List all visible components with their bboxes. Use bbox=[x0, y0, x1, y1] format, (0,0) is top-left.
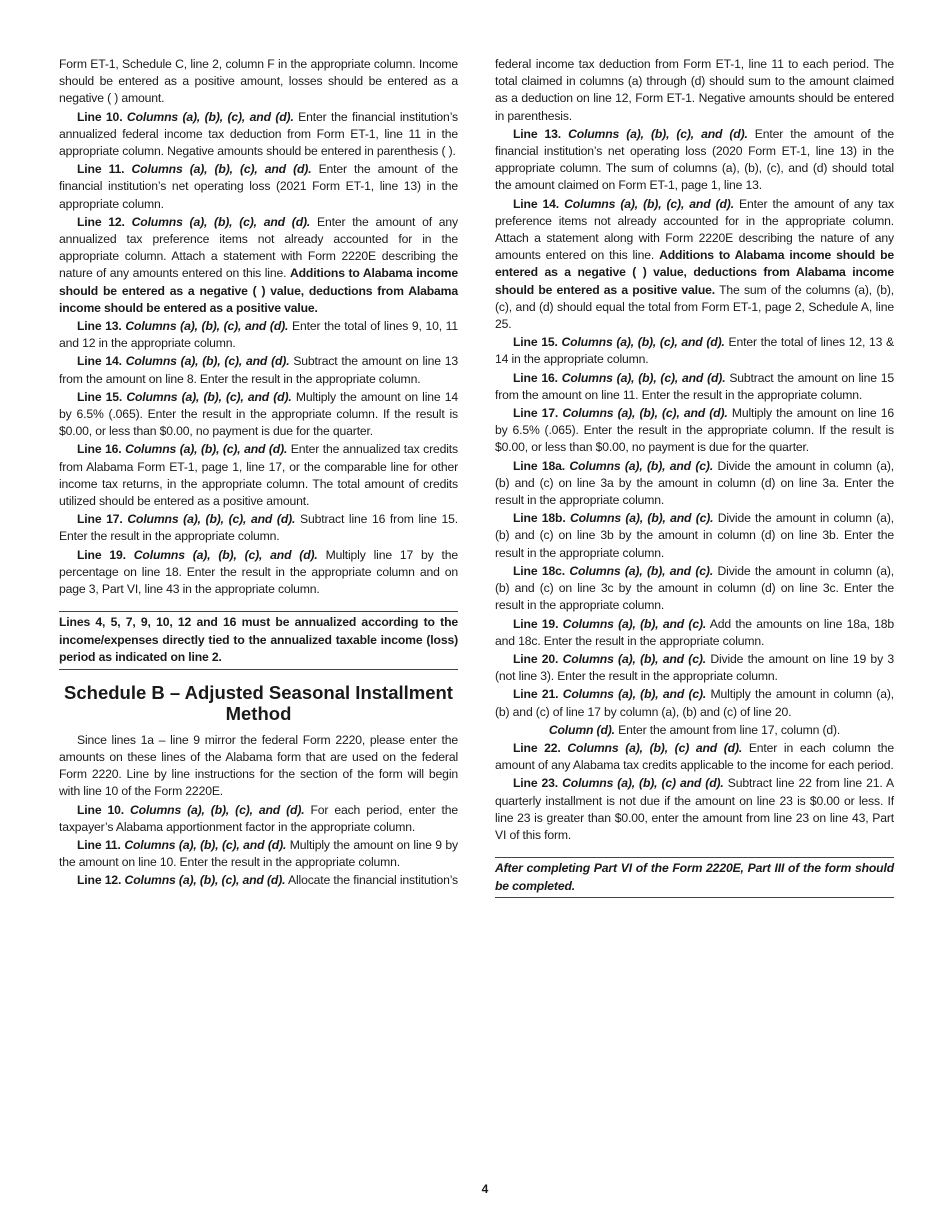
line-text: Enter the amount of the financial institution’s net operating loss (2020 Form ET-1, line 13) in the appropriate column. The sum of columns (a), (b), (c), and (d) should total the amount claimed on Form ET-1, page 1, line 13. bbox=[495, 126, 894, 193]
line-heading: Columns (a), (b), (c), and (d). bbox=[568, 126, 748, 141]
line-text: Divide the amount on line 19 by 3 (not line 3). Enter the result in the appropriate column. bbox=[495, 651, 894, 684]
line-text: Subtract the amount on line 13 from the amount on line 8. Enter the result in the appropriate column. bbox=[59, 354, 458, 386]
line-text: Add the amounts on line 18a, 18b and 18c. Enter the result in the appropriate column. bbox=[495, 616, 894, 648]
line-21-instruction bbox=[495, 686, 894, 720]
line-label: Line 12. bbox=[77, 873, 122, 888]
line-14-instruction bbox=[495, 196, 894, 334]
line-label: Line 17. bbox=[513, 406, 559, 421]
line-heading: Columns (a), (b), (c), and (d). bbox=[131, 162, 312, 177]
line-heading: Columns (a), (b), (c), and (d). bbox=[562, 406, 728, 421]
line-text: Enter the amount from line 17, column (d). bbox=[618, 722, 841, 737]
line-label: Line 15. bbox=[513, 335, 558, 350]
line-heading: Columns (a), (b), (c), and (d). bbox=[127, 512, 296, 527]
line-15-instruction bbox=[59, 389, 458, 441]
line-label: Line 12. bbox=[77, 214, 125, 229]
line-text: Enter the amount of any tax preference items not already accounted for in the appropriate column. Attach a statement along with Form 2220E describing the nature of any amounts entered on this line. bbox=[495, 196, 894, 263]
line-18b-instruction bbox=[495, 510, 894, 562]
line-label: Line 14. bbox=[77, 354, 122, 369]
line-label: Line 20. bbox=[513, 651, 559, 666]
line-text: Enter the total of lines 9, 10, 11 and 12 in the appropriate column. bbox=[59, 319, 458, 351]
line-text: Multiply the amount on line 16 by 6.5% (.065). Enter the result in the appropriate column. If the result is $0.00, or less than $0.00, no payment is due for the quarter. bbox=[495, 406, 894, 455]
line-label: Line 10. bbox=[77, 109, 123, 124]
line-21-column-d-instruction bbox=[495, 722, 894, 739]
line-heading: Columns (a), (b), (c) and (d). bbox=[562, 776, 724, 791]
line-text: Subtract line 22 from line 21. A quarterly installment is not due if the amount on line 23 is $0.00 or less. If line 23 is greater than $0.00, enter the amount from line 23 on line 43, Part VI of this form. bbox=[495, 776, 894, 842]
line-text-continued: The sum of the columns (a), (b), (c), and (d) should equal the total from Form ET-1, page 2, Schedule A, line 25. bbox=[495, 282, 895, 332]
line-18a-instruction bbox=[495, 458, 894, 510]
line-heading: Columns (a), (b), (c), and (d). bbox=[131, 214, 311, 229]
line-heading: Columns (a), (b), (c), and (d). bbox=[130, 802, 305, 817]
line-text: Enter the amount of any annualized tax preference items not already accounted for in the appropriate column. Attach a statement with Form 2220E describing the nature of any amounts entered on this line. bbox=[59, 214, 458, 281]
line-14-instruction bbox=[59, 353, 458, 387]
line-text: Divide the amount in column (a), (b) and (c) on line 3a by the amount in column (d) on line 3a. Enter the result in the appropriate column. bbox=[495, 458, 894, 508]
line-text: Subtract line 16 from line 15. Enter the result in the appropriate column. bbox=[59, 512, 458, 544]
line-13-instruction bbox=[59, 318, 458, 352]
line-text: Multiply line 17 by the percentage on line 18. Enter the result in the appropriate column and on page 3, Part VI, line 43 in the appropriate column. bbox=[59, 547, 458, 597]
closing-note: After completing Part VI of the Form 2220E, Part III of the form should be completed. bbox=[495, 857, 894, 898]
line-20-instruction bbox=[495, 651, 894, 685]
line-heading: Columns (a), (b), (c), and (d). bbox=[561, 370, 726, 385]
line-text: Enter the total of lines 12, 13 & 14 in the appropriate column. bbox=[495, 335, 894, 367]
line-label: Line 11. bbox=[77, 162, 125, 177]
line-label: Line 21. bbox=[513, 687, 559, 702]
line-label: Line 18c. bbox=[513, 563, 565, 578]
schedule-b-intro: Since lines 1a – line 9 mirror the federal Form 2220, please enter the amounts on these lines of the Alabama form that are used on the federal Form 2220. Line by line instructions for the section of the form will begin with line 10 of the Form 2220E. bbox=[59, 732, 458, 799]
line-12-instruction bbox=[59, 214, 458, 317]
line-17-instruction bbox=[59, 511, 458, 545]
schedule-b-title: Schedule B – Adjusted Seasonal Installment Method bbox=[64, 681, 453, 724]
line-label: Line 10. bbox=[77, 802, 124, 817]
line-heading: Columns (a), (b), (c), and (d). bbox=[126, 109, 294, 124]
line-19-instruction bbox=[59, 547, 458, 599]
line-label: Line 23. bbox=[513, 776, 559, 791]
line-label: Line 16. bbox=[77, 442, 122, 457]
annualize-note: Lines 4, 5, 7, 9, 10, 12 and 16 must be annualized according to the income/expenses directly tied to the annualized taxable income (loss) period as indicated on line 2. bbox=[59, 611, 458, 670]
line-text: Multiply the amount on line 9 by the amount on line 10. Enter the result in the appropriate column. bbox=[59, 838, 458, 870]
line-16-instruction bbox=[495, 370, 894, 404]
line-text: Subtract the amount on line 15 from the amount on line 11. Enter the result in the appropriate column. bbox=[495, 370, 894, 402]
line-text: Divide the amount in column (a), (b) and (c) on line 3c by the amount in column (d) on line 3c. Enter the result in the appropriate column. bbox=[495, 563, 894, 613]
line-label: Line 18a. bbox=[513, 458, 565, 473]
line-22-instruction bbox=[495, 740, 894, 774]
schedule-b-line-12-instruction bbox=[59, 872, 458, 889]
line-16-instruction bbox=[59, 441, 458, 510]
right-column bbox=[495, 56, 894, 907]
line-heading: Columns (a), (b), (c), and (d). bbox=[561, 335, 725, 350]
line-text: Enter the financial institution’s annualized federal income tax deduction from Form ET-1, line 11 in the appropriate column. Negative amounts should be entered in parenthesis ( ). bbox=[59, 109, 458, 159]
line-label: Line 22. bbox=[513, 740, 561, 755]
line-18c-instruction bbox=[495, 563, 894, 615]
line-10-instruction bbox=[59, 109, 458, 161]
line-label: Line 11. bbox=[77, 838, 121, 853]
line-19-instruction bbox=[495, 616, 894, 650]
line-label: Line 14. bbox=[513, 196, 560, 211]
line-text: Allocate the financial institution’s bbox=[287, 873, 458, 888]
line-13-instruction bbox=[495, 126, 894, 195]
line-heading: Columns (a), (b), and (c). bbox=[569, 511, 714, 526]
line-text: Enter the annualized tax credits from Alabama Form ET-1, page 1, line 17, or the comparable line for other income tax returns, in the appropriate column. The total amount of credits utilized should be entered as a positive amount. bbox=[59, 442, 458, 509]
line-text: Multiply the amount on line 14 by 6.5% (.065). Enter the result in the appropriate column. If the result is $0.00, or less than $0.00, no payment is due for the quarter. bbox=[59, 389, 458, 439]
line-23-instruction bbox=[495, 775, 894, 844]
line-heading: Columns (a), (b), (c), and (d). bbox=[125, 442, 288, 457]
line-heading: Columns (a), (b), and (c). bbox=[569, 563, 714, 578]
intro-paragraph: Form ET-1, Schedule C, line 2, column F in the appropriate column. Income should be entered as a positive amount, losses should be entered as a negative ( ) amount. bbox=[59, 57, 458, 106]
line-label: Line 17. bbox=[77, 512, 123, 527]
line-heading: Columns (a), (b), (c), and (d). bbox=[125, 319, 289, 334]
line-heading: Columns (a), (b), (c), and (d). bbox=[564, 196, 734, 211]
line-label: Line 15. bbox=[77, 389, 123, 404]
continued-paragraph: federal income tax deduction from Form ET-1, line 11 to each period. The total claimed in columns (a) through (d) should sum to the amount claimed as a deduction on line 12, Form ET-1. Negative amounts should be entered in parenthesis. bbox=[495, 57, 894, 123]
line-label: Line 16. bbox=[513, 370, 558, 385]
line-text: Multiply the amount in column (a), (b) and (c) of line 17 by column (a), (b) and (c) of line 20. bbox=[495, 687, 894, 719]
line-bold-text: Additions to Alabama income should be entered as a negative ( ) value, deductions from Alabama income should be entered as a positive value. bbox=[495, 248, 894, 297]
line-text: Enter the amount of the financial institution’s net operating loss (2021 Form ET-1, line 13) in the appropriate column. bbox=[59, 162, 458, 211]
line-label: Line 13. bbox=[77, 319, 122, 334]
line-label: Line 13. bbox=[513, 126, 562, 141]
page-number: 4 bbox=[481, 1182, 489, 1196]
line-heading: Columns (a), (b), (c), and (d). bbox=[124, 873, 286, 888]
line-bold-text: Additions to Alabama income should be entered as a negative ( ) value, deductions from Alabama income should be entered as a positive value. bbox=[59, 266, 458, 315]
line-17-instruction bbox=[495, 405, 894, 457]
line-11-instruction bbox=[59, 161, 458, 213]
line-text: For each period, enter the taxpayer’s Alabama apportionment factor in the appropriate column. bbox=[59, 802, 458, 834]
line-heading: Columns (a), (b), (c), and (d). bbox=[133, 547, 318, 562]
line-heading: Columns (a), (b), and (c). bbox=[569, 458, 714, 473]
line-text: Enter in each column the amount of any Alabama tax credits applicable to the income for each period. bbox=[495, 740, 894, 773]
schedule-b-line-11-instruction bbox=[59, 837, 458, 871]
line-heading: Columns (a), (b), (c), and (d). bbox=[125, 354, 290, 369]
line-heading: Columns (a), (b), (c), and (d). bbox=[124, 838, 287, 853]
line-text: Divide the amount in column (a), (b) and (c) on line 3b by the amount in column (d) on line 3b. Enter the result in the appropriate column. bbox=[495, 511, 894, 560]
line-heading: Columns (a), (b), and (c). bbox=[562, 651, 706, 666]
line-heading: Columns (a), (b), (c) and (d). bbox=[567, 740, 743, 755]
line-heading: Column (d). bbox=[548, 722, 615, 737]
left-column bbox=[59, 56, 458, 891]
line-label: Line 19. bbox=[513, 616, 559, 631]
line-label: Line 19. bbox=[77, 547, 126, 562]
line-heading: Columns (a), (b), and (c). bbox=[562, 616, 707, 631]
line-label: Line 18b. bbox=[513, 511, 566, 526]
line-15-instruction bbox=[495, 334, 894, 368]
line-heading: Columns (a), (b), and (c). bbox=[562, 687, 707, 702]
line-heading: Columns (a), (b), (c), and (d). bbox=[126, 389, 292, 404]
schedule-b-line-10-instruction bbox=[59, 802, 458, 836]
